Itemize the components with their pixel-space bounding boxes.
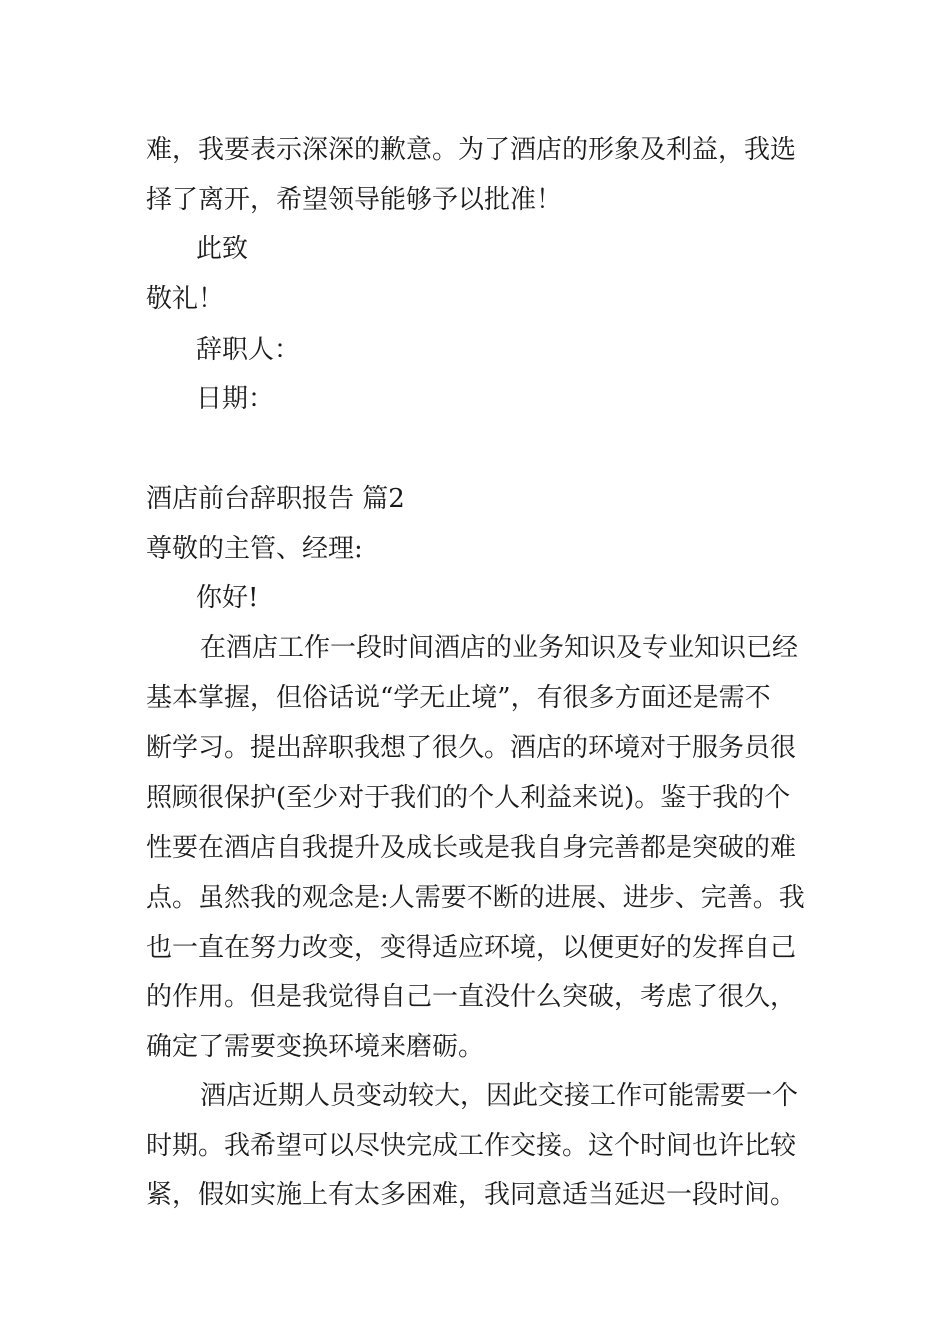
- paragraph-line: 时期。我希望可以尽快完成工作交接。这个时间也许比较: [146, 1131, 797, 1161]
- paragraph-line: 在酒店工作一段时间酒店的业务知识及专业知识已经: [200, 633, 799, 663]
- paragraph-line: 性要在酒店自我提升及成长或是我自身完善都是突破的难: [146, 833, 797, 863]
- paragraph-line: 紧，假如实施上有太多困难，我同意适当延迟一段时间。: [146, 1180, 797, 1210]
- paragraph-line: 断学习。提出辞职我想了很久。酒店的环境对于服务员很: [146, 733, 797, 763]
- closing-regards: 敬礼！: [146, 284, 225, 314]
- paragraph-line: 也一直在努力改变，变得适应环境，以便更好的发挥自己: [146, 933, 797, 963]
- section-title: 酒店前台辞职报告 篇2: [146, 484, 405, 514]
- greeting-recipient: 尊敬的主管、经理:: [146, 534, 363, 564]
- paragraph-line: 的作用。但是我觉得自己一直没什么突破，考虑了很久，: [146, 982, 797, 1012]
- date-label: 日期：: [196, 384, 275, 414]
- paragraph-line: 择了离开，希望领导能够予以批准！: [146, 185, 563, 215]
- paragraph-line: 点。虽然我的观念是:人需要不断的进展、进步、完善。我: [146, 883, 805, 913]
- paragraph-line: 照顾很保护(至少对于我们的个人利益来说)。鉴于我的个: [146, 783, 791, 813]
- paragraph-line: 难，我要表示深深的歉意。为了酒店的形象及利益，我选: [146, 135, 797, 165]
- closing-salutation: 此致: [196, 234, 249, 264]
- signature-label: 辞职人：: [196, 335, 301, 365]
- paragraph-line: 确定了需要变换环境来磨砺。: [146, 1032, 485, 1062]
- paragraph-line: 基本掌握，但俗话说“学无止境”，有很多方面还是需不: [146, 683, 771, 713]
- paragraph-line: 酒店近期人员变动较大，因此交接工作可能需要一个: [200, 1081, 799, 1111]
- greeting: 你好!: [196, 583, 259, 613]
